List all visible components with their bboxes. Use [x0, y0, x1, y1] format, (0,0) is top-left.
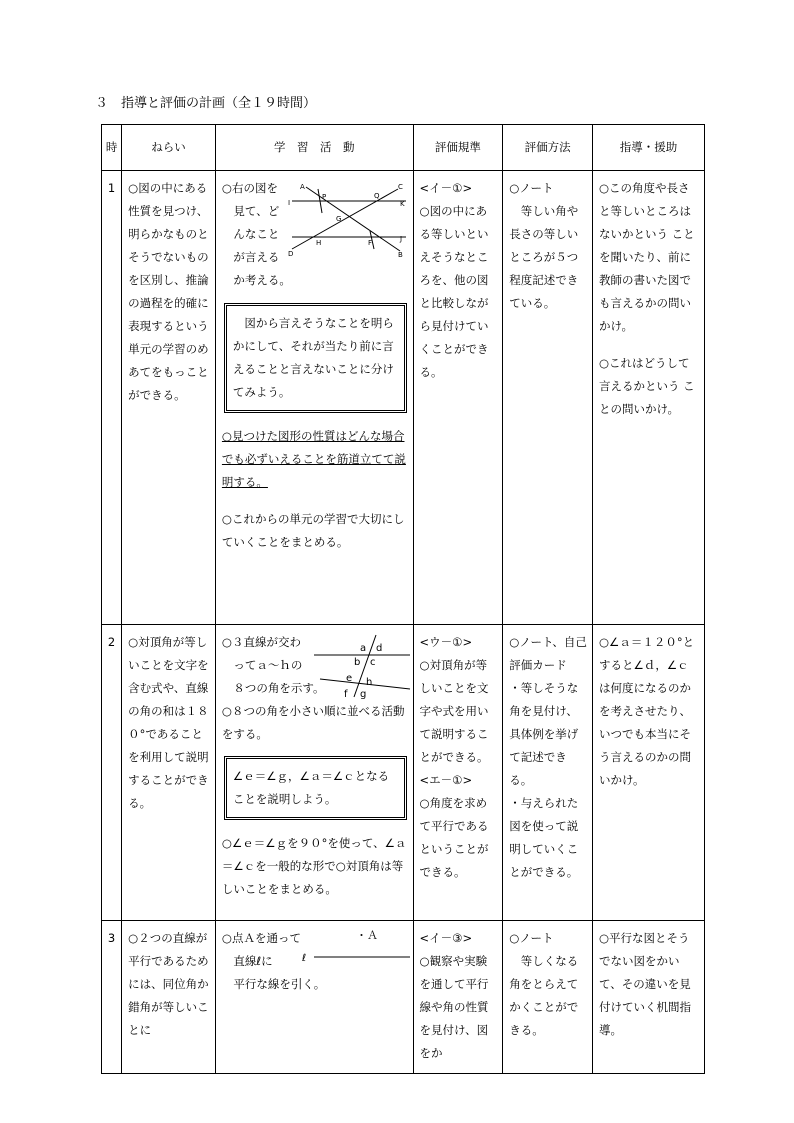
parallel-line-figure: [300, 927, 412, 967]
activity-summary: ○これからの単元の学習で大切にしていくことをまとめる。: [221, 512, 405, 549]
row-number: 3: [102, 921, 122, 1074]
fig-label: B: [397, 251, 403, 259]
activity-cell: [215, 921, 413, 1074]
fig-label: A: [299, 183, 305, 191]
row-number: 1: [102, 171, 122, 625]
support-cell: [593, 171, 705, 625]
fig-label: d: [375, 643, 383, 654]
fig-label: H: [315, 239, 322, 247]
fig-label: g: [359, 689, 367, 699]
header-activity: 学 習 活 動: [215, 125, 413, 171]
table-row: [102, 171, 705, 625]
plan-table: [101, 124, 705, 1074]
fig-label: Q: [373, 192, 380, 200]
table-row: [102, 921, 705, 1074]
support-item: ○これはどうして言えるかという ことの問いかけ。: [599, 356, 695, 416]
activity-intro: ○右の図を 見て、ど んなこと が言える か考える。: [221, 181, 291, 287]
criteria-cell: <イ－①> ○図の中にある等しいといえそうなところを、他の図と比較しながら見付けていくことができる。: [413, 171, 503, 625]
fig-label: a: [359, 643, 367, 654]
method-cell: ○ノート、自己評価カード ・等しそうな角を見付け、具体例を挙げて記述できる。 ・与えられた図を使って説明していくことができる。: [503, 625, 593, 921]
fig-label: f: [343, 689, 348, 699]
support-cell: [593, 625, 705, 921]
activity-intro: ○３直線が交わ ってａ～ｈの ８つの角を示す。: [221, 635, 325, 695]
support-item: ○この角度や長さと等しいところはないかという ことを聞いたり、前に教師の書いた図でも言えるかの問いかけ。: [599, 181, 695, 333]
aim-cell: ○対頂角が等しいことを文字を含む式や、直線の角の和は１８０°であることを利用して説明することができる。: [122, 625, 216, 921]
activity-underlined: ○見つけた図形の性質はどんな場合でも必ずいえることを筋道立てて説明する。: [221, 429, 406, 489]
row-number: 2: [102, 625, 122, 921]
fig-label: h: [365, 677, 373, 688]
fig-label: D: [287, 250, 294, 258]
fig-label: e: [345, 673, 353, 684]
support-item: ○∠ａ＝１２０°とすると∠ｄ，∠ｃは何度になるのかを考えさせたり、いつでも本当にそう言えるのかの問いかけ。: [599, 635, 695, 787]
fig-label: b: [353, 657, 361, 668]
method-cell: ○ノート 等しい角や長さの等しいところが５つ程度記述できている。: [503, 171, 593, 625]
fig-label: G: [335, 215, 342, 223]
aim-cell: ○図の中にある性質を見つけ、明らかなものとそうでないものを区別し、推論の過程を的確に表現するという単元の学習のめあてをもっことができる。: [122, 171, 216, 625]
support-item: ○平行な図とそうでない図をかいて、その違いを見付けていく机間指導。: [599, 931, 692, 1037]
fig-label: C: [397, 183, 403, 191]
task-box: ∠ｅ＝∠ｇ，∠ａ＝∠ｃとなることを説明しよう。: [224, 756, 407, 820]
task-box: 図から言えそうなことを明らかにして、それが当たり前に言えることと言えないことに分けてみよう。: [224, 303, 407, 413]
fig-label: F: [367, 239, 372, 247]
header-method: 評価方法: [503, 125, 593, 171]
table-row: [102, 625, 705, 921]
header-criteria: 評価規準: [413, 125, 503, 171]
fig-label: I: [287, 199, 290, 207]
activity-cell: [215, 625, 413, 921]
header-hour: 時: [102, 125, 122, 171]
support-cell: [593, 921, 705, 1074]
page-title: ３ 指導と評価の計画（全１９時間）: [95, 96, 317, 111]
activity-intro: ○点Ａを通って 直線ℓに 平行な線を引く。: [221, 931, 326, 991]
header-support: 指導・援助: [593, 125, 705, 171]
header-row: [102, 125, 705, 171]
aim-cell: ○２つの直線が平行であるためには、同位角か錯角が等しいことに: [122, 921, 216, 1074]
criteria-cell: <イ－③> ○観察や実験を通して平行線や角の性質を見付け、図をか: [413, 921, 503, 1074]
header-aim: ねらい: [122, 125, 216, 171]
fig-label: P: [321, 193, 327, 201]
fig-label: c: [369, 657, 376, 668]
fig-label: J: [399, 235, 402, 243]
activity-cell: [215, 171, 413, 625]
activity-second: ○８つの角を小さい順に並べる活動をする。: [221, 704, 405, 741]
fig-label: ℓ: [301, 953, 307, 964]
method-cell: ○ノート 等しくなる角をとらえてかくことができる。: [503, 921, 593, 1074]
activity-summary: ○∠ｅ＝∠ｇを９０°を使って、∠ａ＝∠ｃを一般的な形で○対頂角は等しいことをまとめる。: [221, 836, 407, 896]
criteria-cell: <ウ－①> ○対頂角が等しいことを文字や式を用いて説明することができる。 <エ－①> ○角度を求めて平行であるということができる。: [413, 625, 503, 921]
intersecting-lines-figure: [286, 179, 412, 259]
fig-label: K: [399, 200, 405, 208]
three-lines-figure: [314, 633, 412, 699]
fig-label: ・Ａ: [355, 929, 378, 942]
